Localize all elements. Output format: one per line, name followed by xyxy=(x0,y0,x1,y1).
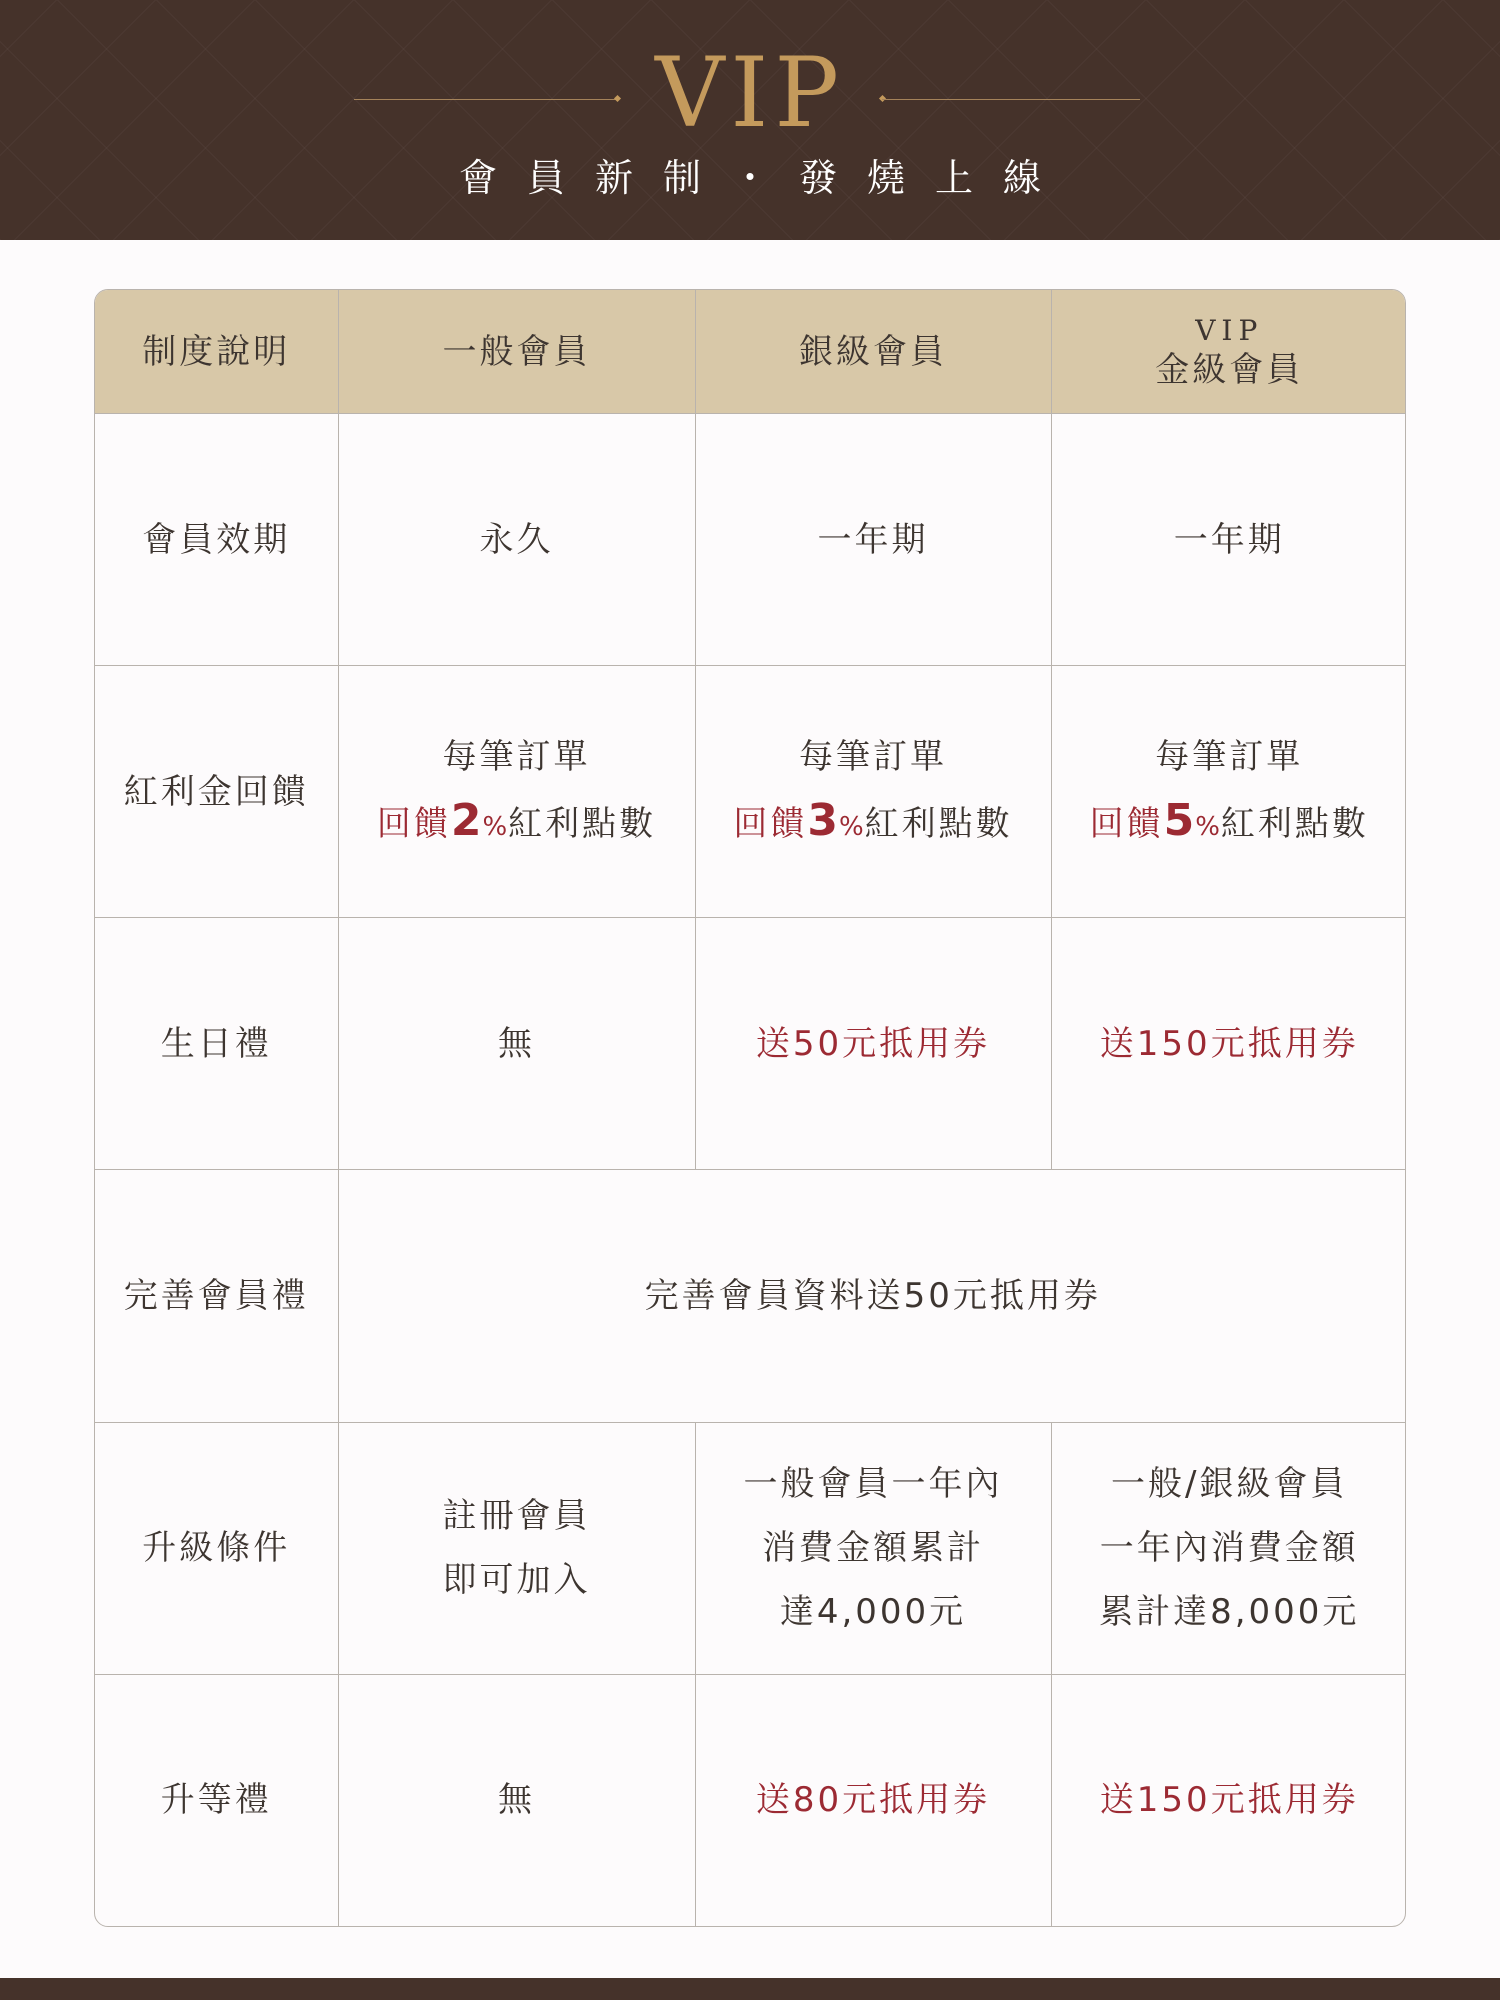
text-line: 註冊會員 xyxy=(442,1496,591,1537)
cell-general: 無 xyxy=(338,918,695,1170)
cell-merged: 完善會員資料送50元抵用券 xyxy=(338,1170,1406,1422)
text-line: 累計達8,000元 xyxy=(1099,1592,1360,1633)
page-title: VIP xyxy=(655,37,845,149)
cell-silver xyxy=(695,666,1051,918)
cell-gold: 送150元抵用券 xyxy=(1051,918,1406,1170)
header-banner xyxy=(0,0,1500,240)
header-cell-general: 一般會員 xyxy=(338,290,695,414)
bonus-percent: 2 xyxy=(450,794,483,846)
percent-sign: % xyxy=(1195,811,1221,842)
cell-silver: 一年期 xyxy=(695,414,1051,666)
cell-gold: 送150元抵用券 xyxy=(1051,1674,1406,1926)
table-row-profile xyxy=(95,1170,1406,1422)
decorative-line-right xyxy=(882,99,1140,100)
cell-general xyxy=(338,1422,695,1674)
header-cell-silver: 銀級會員 xyxy=(695,290,1051,414)
cell-general: 無 xyxy=(338,1674,695,1926)
bonus-line1: 每筆訂單 xyxy=(799,736,947,777)
table-row-validity xyxy=(95,414,1406,666)
percent-sign: % xyxy=(838,811,865,842)
bonus-suffix: 紅利點數 xyxy=(508,803,657,844)
bonus-percent: 5 xyxy=(1163,794,1196,846)
bonus-prefix: 回饋 xyxy=(376,803,451,844)
cell-gold xyxy=(1051,666,1406,918)
bonus-line1: 每筆訂單 xyxy=(442,736,591,777)
text-line: 一年內消費金額 xyxy=(1099,1528,1359,1569)
membership-table xyxy=(94,289,1406,1927)
bonus-prefix: 回饋 xyxy=(1089,803,1164,844)
text-line: 即可加入 xyxy=(442,1560,591,1601)
cell-silver xyxy=(695,1422,1051,1674)
bonus-suffix: 紅利點數 xyxy=(864,803,1013,844)
cell-silver: 送50元抵用券 xyxy=(695,918,1051,1170)
header-gold-label: 金級會員 xyxy=(1155,349,1304,390)
cell-silver: 送80元抵用券 xyxy=(695,1674,1051,1926)
bonus-line2 xyxy=(339,789,695,859)
row-label: 會員效期 xyxy=(95,414,338,666)
table-row-upgrade-condition xyxy=(95,1422,1406,1674)
text-line: 一般/銀級會員 xyxy=(1111,1464,1348,1505)
bonus-line1: 每筆訂單 xyxy=(1155,736,1304,777)
bonus-prefix: 回饋 xyxy=(733,803,808,844)
table-header-row xyxy=(95,290,1406,414)
row-label: 生日禮 xyxy=(95,918,338,1170)
table-row-bonus xyxy=(95,666,1406,918)
row-label: 完善會員禮 xyxy=(95,1170,338,1422)
bonus-line2 xyxy=(696,789,1051,859)
cell-gold: 一年期 xyxy=(1051,414,1406,666)
text-line: 達4,000元 xyxy=(779,1592,967,1633)
bonus-suffix: 紅利點數 xyxy=(1220,803,1369,844)
header-vip-label: VIP xyxy=(1195,313,1264,347)
percent-sign: % xyxy=(482,811,509,842)
cell-gold xyxy=(1051,1422,1406,1674)
page-subtitle: 會員新制・發燒上線 xyxy=(458,156,1071,200)
header-cell-vip-gold xyxy=(1051,290,1406,414)
header-cell-description: 制度說明 xyxy=(95,290,338,414)
cell-general xyxy=(338,666,695,918)
table-row-birthday xyxy=(95,918,1406,1170)
row-label: 升級條件 xyxy=(95,1422,338,1674)
row-label: 紅利金回饋 xyxy=(95,666,338,918)
cell-general: 永久 xyxy=(338,414,695,666)
row-label: 升等禮 xyxy=(95,1674,338,1926)
table-row-upgrade-gift xyxy=(95,1674,1406,1926)
bonus-percent: 3 xyxy=(807,794,839,846)
bonus-line2 xyxy=(1052,789,1407,859)
text-line: 一般會員一年內 xyxy=(743,1464,1003,1505)
footer-bar xyxy=(0,1978,1500,2000)
text-line: 消費金額累計 xyxy=(762,1528,984,1569)
